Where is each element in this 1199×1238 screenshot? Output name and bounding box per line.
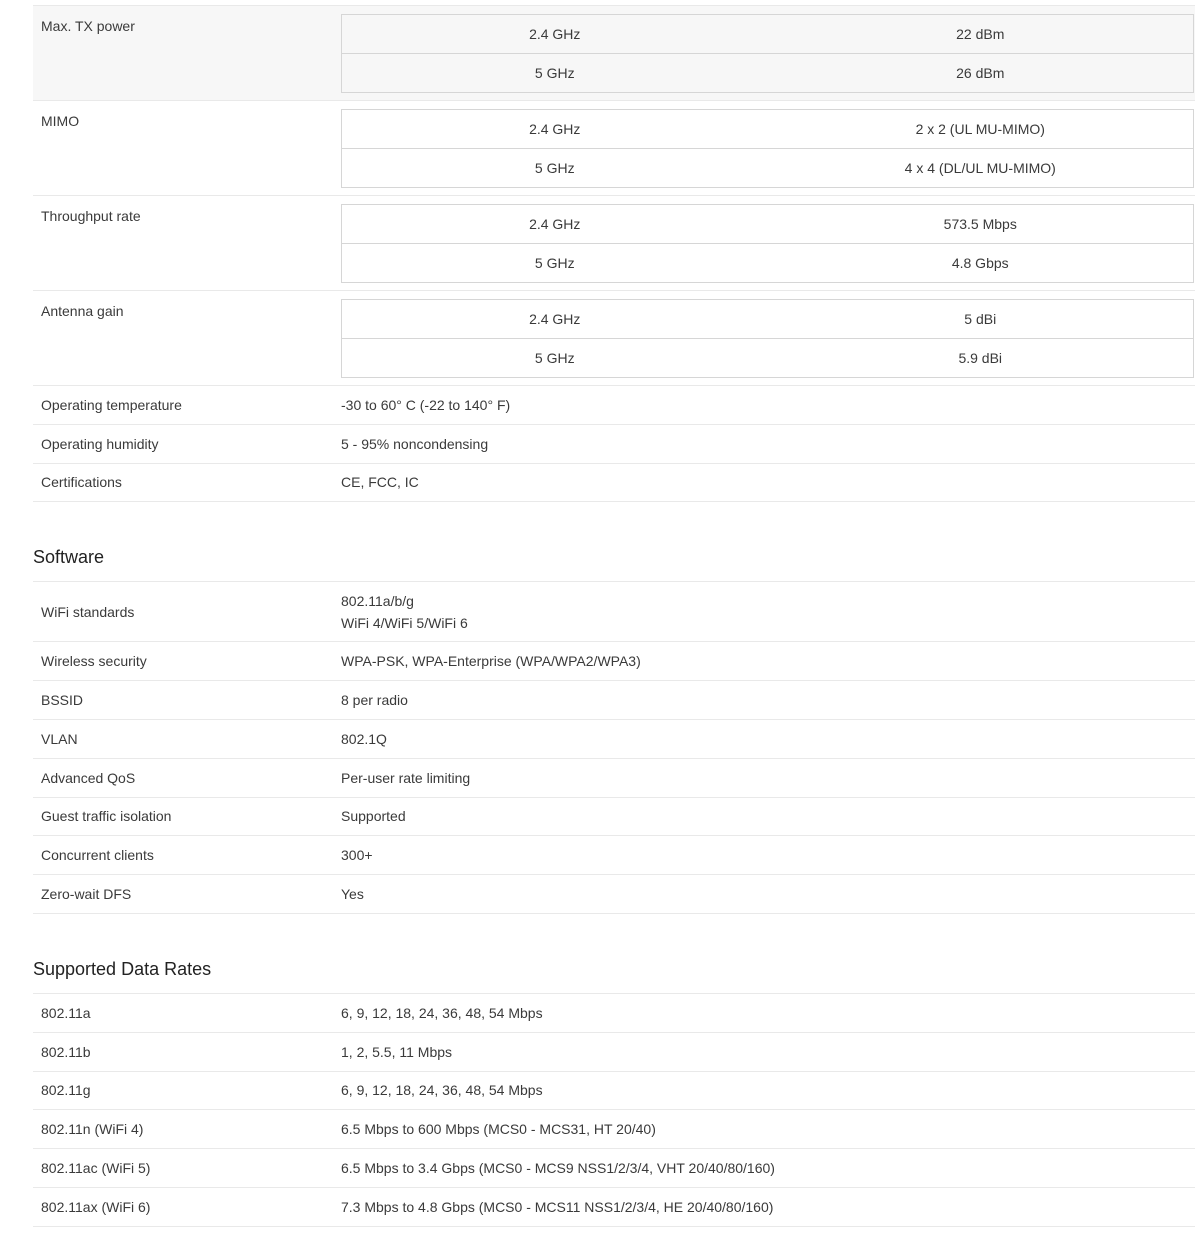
band-row bbox=[342, 53, 1193, 92]
spec-row-zero-wait-dfs bbox=[33, 874, 1195, 913]
spec-row-80211ax bbox=[33, 1187, 1195, 1226]
spec-label: 802.11a bbox=[41, 1004, 91, 1021]
spec-row-80211ac bbox=[33, 1148, 1195, 1187]
spec-label: 802.11n (WiFi 4) bbox=[41, 1121, 144, 1138]
spec-label: 802.11g bbox=[41, 1082, 91, 1099]
section-title-data-rates: Supported Data Rates bbox=[33, 913, 1195, 993]
band-value: 26 dBm bbox=[956, 65, 1005, 81]
spec-label: Operating temperature bbox=[41, 396, 182, 413]
spec-value: 5 - 95% noncondensing bbox=[341, 435, 489, 452]
spec-label: Guest traffic isolation bbox=[41, 808, 172, 825]
spec-row-throughput bbox=[33, 195, 1195, 290]
band-value: 2 x 2 (UL MU-MIMO) bbox=[915, 121, 1045, 137]
spec-row-80211n bbox=[33, 1109, 1195, 1148]
band-row bbox=[342, 148, 1193, 187]
spec-label: Throughput rate bbox=[41, 208, 141, 224]
spec-value: 7.3 Mbps to 4.8 Gbps (MCS0 - MCS11 NSS1/2/3/4, HE 20/40/80/160) bbox=[341, 1198, 774, 1215]
spec-row-antenna-gain bbox=[33, 290, 1195, 385]
spec-row-80211a bbox=[33, 993, 1195, 1032]
spec-row-advanced-qos bbox=[33, 758, 1195, 797]
band-table bbox=[341, 109, 1194, 188]
spec-value: Supported bbox=[341, 808, 406, 825]
spec-value: 6, 9, 12, 18, 24, 36, 48, 54 Mbps bbox=[341, 1082, 543, 1099]
spec-row-certifications bbox=[33, 463, 1195, 502]
spec-row-bssid bbox=[33, 680, 1195, 719]
band-value: 4.8 Gbps bbox=[951, 255, 1009, 271]
spec-label: Certifications bbox=[41, 474, 122, 491]
band-name: 5 GHz bbox=[534, 65, 575, 81]
spec-row-guest-traffic-isolation bbox=[33, 797, 1195, 836]
spec-label: Antenna gain bbox=[41, 303, 124, 319]
band-name: 2.4 GHz bbox=[529, 216, 581, 232]
table-end-divider bbox=[33, 1226, 1195, 1227]
spec-value: 6, 9, 12, 18, 24, 36, 48, 54 Mbps bbox=[341, 1004, 543, 1021]
band-row bbox=[342, 205, 1193, 243]
spec-row-operating-humidity bbox=[33, 424, 1195, 463]
band-name: 5 GHz bbox=[534, 160, 575, 176]
section-title-software: Software bbox=[33, 501, 1195, 581]
spec-sheet bbox=[33, 5, 1195, 1227]
band-name: 2.4 GHz bbox=[529, 311, 581, 327]
spec-value: -30 to 60° C (-22 to 140° F) bbox=[341, 396, 511, 413]
spec-row-80211g bbox=[33, 1071, 1195, 1110]
band-row bbox=[342, 338, 1193, 377]
band-table bbox=[341, 204, 1194, 283]
spec-label: 802.11ax (WiFi 6) bbox=[41, 1198, 151, 1215]
band-table bbox=[341, 14, 1194, 93]
spec-value-line: WiFi 4/WiFi 5/WiFi 6 bbox=[341, 614, 468, 631]
spec-label: Zero-wait DFS bbox=[41, 886, 132, 903]
band-name: 2.4 GHz bbox=[529, 121, 581, 137]
band-row bbox=[342, 110, 1193, 148]
band-row bbox=[342, 300, 1193, 338]
spec-label: Concurrent clients bbox=[41, 847, 154, 864]
band-row bbox=[342, 243, 1193, 282]
band-name: 5 GHz bbox=[534, 350, 575, 366]
spec-value: 300+ bbox=[341, 847, 373, 864]
spec-value: Per-user rate limiting bbox=[341, 769, 471, 786]
band-table bbox=[341, 299, 1194, 378]
spec-label: MIMO bbox=[41, 113, 80, 129]
spec-row-wireless-security bbox=[33, 641, 1195, 680]
spec-row-operating-temperature bbox=[33, 385, 1195, 424]
spec-row-80211b bbox=[33, 1032, 1195, 1071]
spec-value: 8 per radio bbox=[341, 692, 408, 709]
spec-value: WPA-PSK, WPA-Enterprise (WPA/WPA2/WPA3) bbox=[341, 653, 641, 670]
spec-row-max-tx-power bbox=[33, 5, 1195, 100]
band-name: 5 GHz bbox=[534, 255, 575, 271]
spec-value: 6.5 Mbps to 600 Mbps (MCS0 - MCS31, HT 20/40) bbox=[341, 1121, 656, 1138]
spec-row-wifi-standards bbox=[33, 581, 1195, 641]
band-row bbox=[342, 15, 1193, 53]
spec-label: 802.11b bbox=[41, 1043, 91, 1060]
spec-value: 802.1Q bbox=[341, 730, 387, 747]
spec-label: Advanced QoS bbox=[41, 769, 136, 786]
spec-value bbox=[341, 590, 1195, 634]
spec-row-vlan bbox=[33, 719, 1195, 758]
spec-label: Max. TX power bbox=[41, 18, 135, 34]
spec-row-concurrent-clients bbox=[33, 835, 1195, 874]
spec-label: WiFi standards bbox=[41, 603, 135, 620]
spec-value: Yes bbox=[341, 886, 364, 903]
spec-value: 1, 2, 5.5, 11 Mbps bbox=[341, 1043, 453, 1060]
spec-label: VLAN bbox=[41, 730, 78, 747]
spec-row-mimo bbox=[33, 100, 1195, 195]
band-name: 2.4 GHz bbox=[529, 26, 581, 42]
spec-label: Operating humidity bbox=[41, 435, 159, 452]
band-value: 5 dBi bbox=[964, 311, 997, 327]
band-value: 4 x 4 (DL/UL MU-MIMO) bbox=[904, 160, 1056, 176]
spec-value-line: 802.11a/b/g bbox=[341, 592, 414, 609]
band-value: 5.9 dBi bbox=[958, 350, 1003, 366]
band-value: 573.5 Mbps bbox=[943, 216, 1017, 232]
spec-value: 6.5 Mbps to 3.4 Gbps (MCS0 - MCS9 NSS1/2/3/4, VHT 20/40/80/160) bbox=[341, 1160, 775, 1177]
band-value: 22 dBm bbox=[956, 26, 1005, 42]
spec-label: 802.11ac (WiFi 5) bbox=[41, 1160, 151, 1177]
spec-label: Wireless security bbox=[41, 653, 147, 670]
spec-value: CE, FCC, IC bbox=[341, 474, 419, 491]
spec-label: BSSID bbox=[41, 692, 84, 709]
